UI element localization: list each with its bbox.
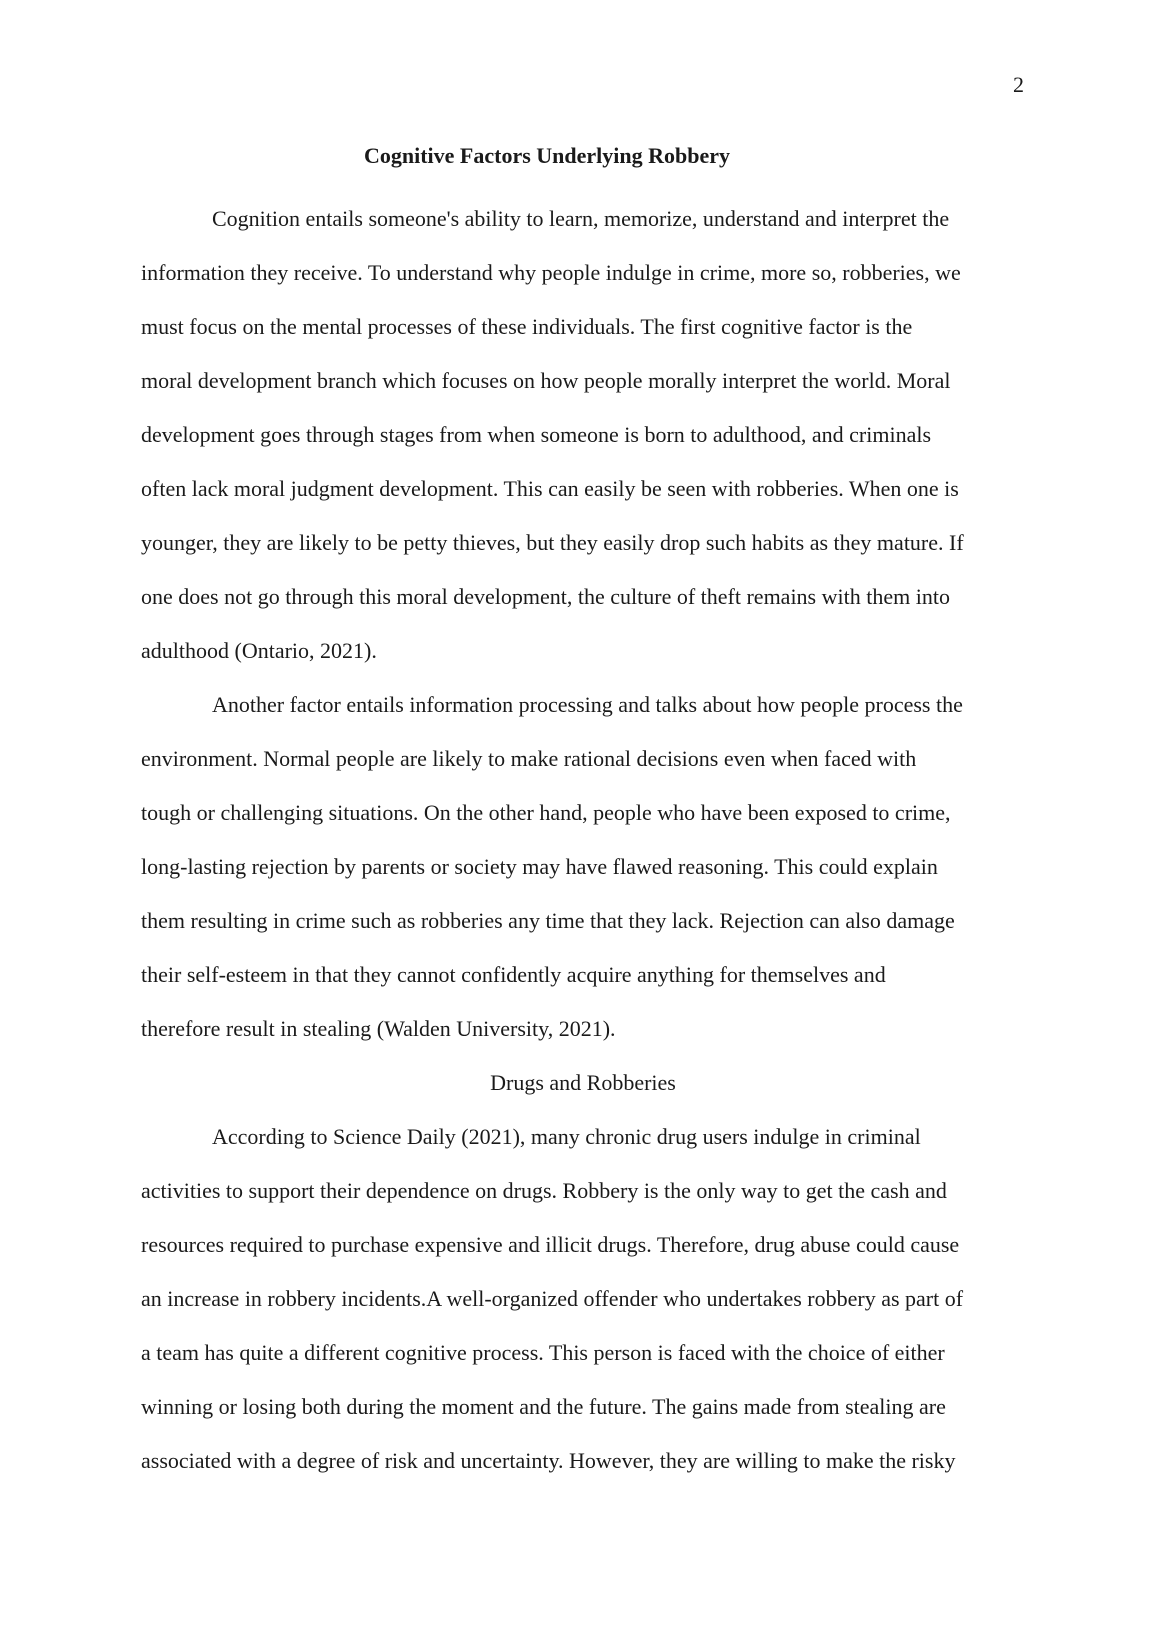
paragraph-cognition xyxy=(141,192,1025,678)
text-line: their self-esteem in that they cannot confidently acquire anything for themselves and xyxy=(141,962,886,987)
text-line: winning or losing both during the moment and the future. The gains made from stealing are xyxy=(141,1394,946,1419)
paragraph-information-processing xyxy=(141,678,1025,1056)
text-line: associated with a degree of risk and uncertainty. However, they are willing to make the risky xyxy=(141,1448,956,1473)
page-number: 2 xyxy=(1013,72,1024,97)
text-line: According to Science Daily (2021), many chronic drug users indulge in criminal xyxy=(212,1124,921,1149)
text-line: Cognition entails someone's ability to learn, memorize, understand and interpret the xyxy=(212,206,950,231)
text-line: younger, they are likely to be petty thieves, but they easily drop such habits as they mature. If xyxy=(141,530,964,555)
text-line: Another factor entails information processing and talks about how people process the xyxy=(212,692,963,717)
text-line: a team has quite a different cognitive process. This person is faced with the choice of either xyxy=(141,1340,945,1365)
text-line: one does not go through this moral development, the culture of theft remains with them into xyxy=(141,584,950,609)
document-body xyxy=(141,138,1025,1488)
text-line: tough or challenging situations. On the other hand, people who have been exposed to crime, xyxy=(141,800,951,825)
text-line: often lack moral judgment development. This can easily be seen with robberies. When one is xyxy=(141,476,959,501)
text-line: adulthood (Ontario, 2021). xyxy=(141,638,377,663)
text-line: environment. Normal people are likely to make rational decisions even when faced with xyxy=(141,746,917,771)
text-line: information they receive. To understand why people indulge in crime, more so, robberies, we xyxy=(141,260,961,285)
text-line: therefore result in stealing (Walden University, 2021). xyxy=(141,1016,616,1041)
text-line: them resulting in crime such as robberies any time that they lack. Rejection can also damage xyxy=(141,908,955,933)
text-line: moral development branch which focuses on how people morally interpret the world. Moral xyxy=(141,368,951,393)
text-line: resources required to purchase expensive and illicit drugs. Therefore, drug abuse could cause xyxy=(141,1232,960,1257)
section-heading-cognitive-factors: Cognitive Factors Underlying Robbery xyxy=(363,143,731,168)
text-line: an increase in robbery incidents.A well-organized offender who undertakes robbery as part of xyxy=(141,1286,964,1311)
text-line: development goes through stages from when someone is born to adulthood, and criminals xyxy=(141,422,932,447)
text-line: activities to support their dependence on drugs. Robbery is the only way to get the cash and xyxy=(141,1178,947,1203)
text-line: long-lasting rejection by parents or society may have flawed reasoning. This could explain xyxy=(141,854,938,879)
section-heading-drugs-robberies: Drugs and Robberies xyxy=(490,1070,676,1095)
text-line: must focus on the mental processes of these individuals. The first cognitive factor is the xyxy=(141,314,913,339)
paragraph-drugs xyxy=(141,1110,1025,1488)
